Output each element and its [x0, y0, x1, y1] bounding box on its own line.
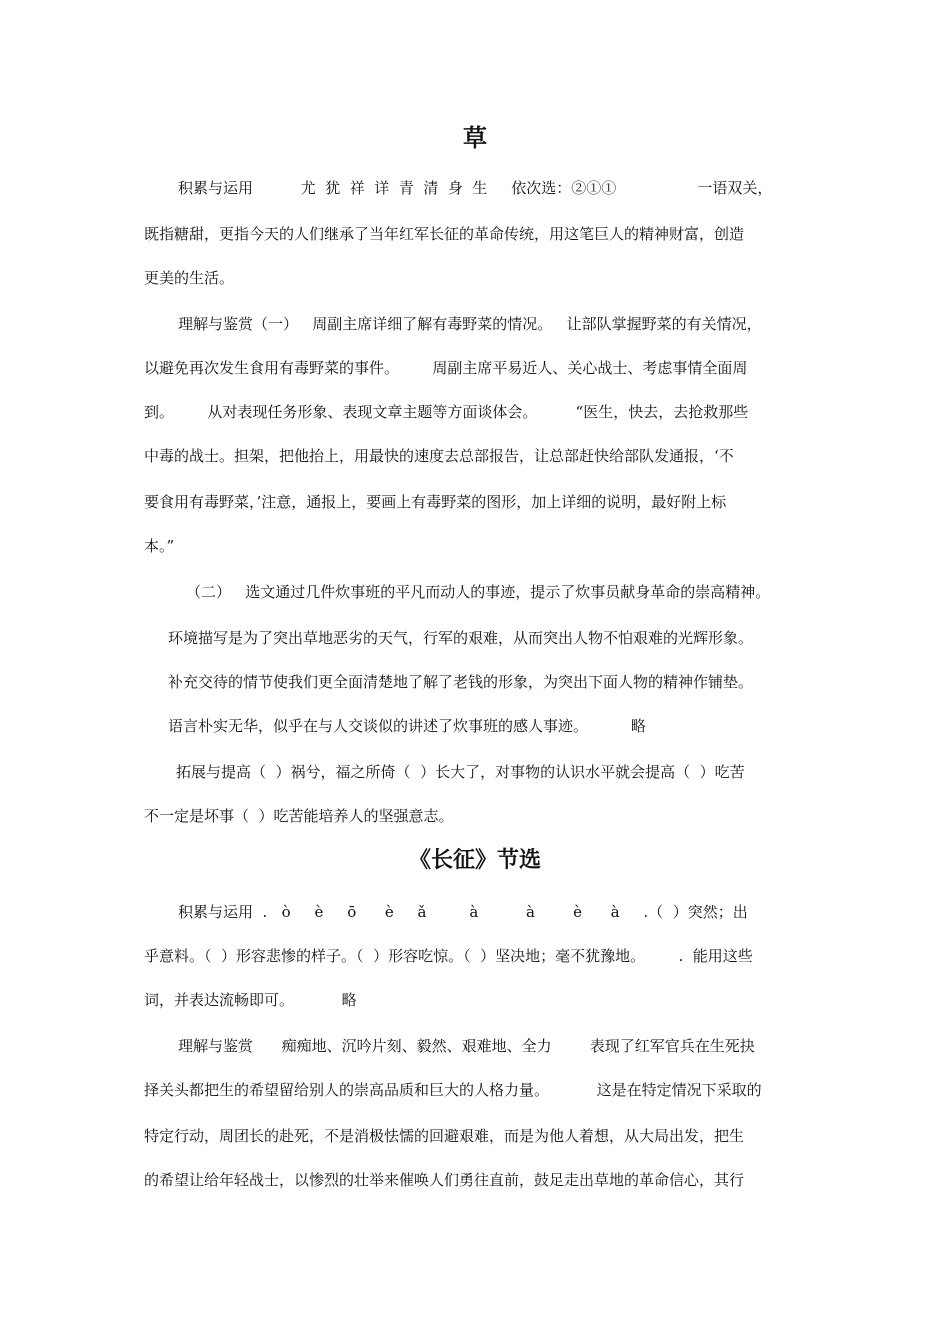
text-line: 乎意料。（ ）形容悲惨的样子。（ ）形容吃惊。（ ）坚决地；毫不犹豫地。 . 能用这些: [144, 947, 753, 965]
text-line: 理解与鉴赏（一） 周副主席详细了解有毒野菜的情况。 让部队掌握野菜的有关情况，: [178, 315, 762, 333]
text-line: 中毒的战士。担架，把他抬上，用最快的速度去总部报告，让总部赶快给部队发通报，‘不: [144, 447, 734, 465]
text-line: 语言朴实无华，似乎在与人交谈似的讲述了炊事班的感人事迹。 略: [168, 717, 646, 735]
text-line: 不一定是坏事（ ）吃苦能培养人的坚强意志。: [144, 807, 454, 825]
text-line: （二） 选文通过几件炊事班的平凡而动人的事迹，提示了炊事员献身革命的崇高精神。: [186, 583, 771, 601]
text-line: 词，并表达流畅即可。 略: [144, 991, 357, 1009]
text-line: 本。”: [144, 537, 175, 555]
text-line: 既指糖甜，更指今天的人们继承了当年红军长征的革命传统，用这笔巨人的精神财富，创造: [144, 225, 745, 243]
text-line: 择关头都把生的希望留给别人的崇高品质和巨大的人格力量。 这是在特定情况下采取的: [144, 1081, 762, 1099]
text-line: 更美的生活。: [144, 269, 235, 287]
text-line: 补充交待的情节使我们更全面清楚地了解了老钱的形象，为突出下面人物的精神作铺垫。: [168, 673, 754, 691]
section-title: 《长征》节选: [408, 848, 541, 873]
text-line: 积累与运用 . ò è ō è ǎ à à è à .（ ）突然；出: [178, 903, 748, 921]
text-line: 以避免再次发生食用有毒野菜的事件。 周副主席平易近人、关心战士、考虑事情全面周: [144, 359, 748, 377]
text-line: 的希望让给年轻战士，以惨烈的壮举来催唤人们勇往直前，鼓足走出草地的革命信心，其行: [144, 1171, 745, 1189]
text-line: 环境描写是为了突出草地恶劣的天气，行军的艰难，从而突出人物不怕艰难的光辉形象。: [168, 629, 754, 647]
text-line: 积累与运用 尤 犹 祥 详 青 清 身 生 依次选：②①① 一语双关，: [178, 179, 773, 197]
section-title: 草: [463, 124, 487, 152]
text-line: 理解与鉴赏 痴痴地、沉吟片刻、毅然、艰难地、全力 表现了红军官兵在生死抉: [178, 1037, 755, 1055]
text-line: 特定行动，周团长的赴死，不是消极怯懦的回避艰难，而是为他人着想，从大局出发，把生: [144, 1127, 745, 1145]
text-line: 到。 从对表现任务形象、表现文章主题等方面谈体会。 “医生，快去，去抢救那些: [144, 403, 749, 421]
text-line: 拓展与提高（ ）祸兮，福之所倚（ ）长大了，对事物的认识水平就会提高（ ）吃苦: [176, 763, 745, 781]
text-line: 要食用有毒野菜，’注意，通报上，要画上有毒野菜的图形，加上详细的说明，最好附上标: [144, 493, 727, 511]
